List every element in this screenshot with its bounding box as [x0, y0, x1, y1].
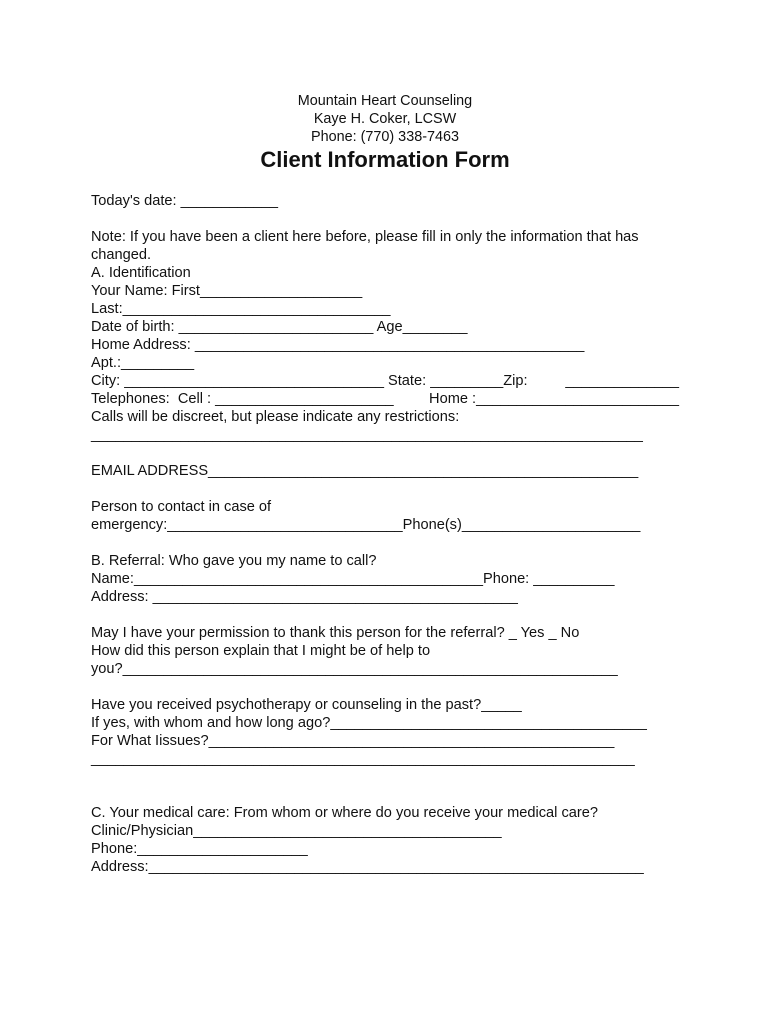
calls-discreet-label: Calls will be discreet, but please indicate any restrictions: — [91, 409, 460, 425]
with-whom-field[interactable]: If yes, with whom and how long ago?_______________________________________ — [91, 715, 647, 731]
form-title: Client Information Form — [260, 147, 510, 172]
explain-field[interactable]: you?_____________________________________________________________ — [91, 661, 618, 677]
section-c-heading: C. Your medical care: From whom or where do you receive your medical care? — [91, 805, 598, 821]
clinic-physician-field[interactable]: Clinic/Physician______________________________________ — [91, 823, 502, 839]
telephones-row — [91, 390, 679, 408]
home-phone-field[interactable]: Home :_________________________ — [429, 391, 679, 407]
issues-field[interactable]: For What Iissues?__________________________________________________ — [91, 733, 615, 749]
practice-phone: Phone: (770) 338-7463 — [310, 129, 460, 145]
psychotherapy-field[interactable]: Have you received psychotherapy or counseling in the past?_____ — [91, 697, 522, 713]
section-a-heading: A. Identification — [91, 265, 191, 281]
issues-blank-field[interactable]: ___________________________________________________________________ — [91, 751, 635, 767]
note-line-1: Note: If you have been a client here before, please fill in only the information that has — [91, 229, 639, 245]
form-body — [91, 192, 691, 876]
apt-field[interactable]: Apt.:_________ — [91, 355, 195, 371]
emergency-contact-field[interactable]: emergency:_____________________________Phone(s)______________________ — [91, 517, 641, 533]
cell-phone-field[interactable]: Telephones: Cell : ______________________ — [91, 391, 394, 407]
medical-phone-field[interactable]: Phone:_____________________ — [91, 841, 308, 857]
first-name-field[interactable]: Your Name: First____________________ — [91, 283, 363, 299]
referral-name-field[interactable]: Name:___________________________________________Phone: __________ — [91, 571, 615, 587]
city-state-field[interactable]: City: ________________________________ State: _________Zip: — [91, 373, 528, 389]
explain-label: How did this person explain that I might be of help to — [91, 643, 431, 659]
permission-question[interactable]: May I have your permission to thank this person for the referral? _ Yes _ No — [91, 625, 580, 641]
dob-age-field[interactable]: Date of birth: ________________________ Age________ — [91, 319, 468, 335]
email-field[interactable]: EMAIL ADDRESS_____________________________________________________ — [91, 463, 639, 479]
todays-date-field[interactable]: Today's date: ____________ — [91, 193, 278, 209]
home-address-field[interactable]: Home Address: ________________________________________________ — [91, 337, 585, 353]
section-b-heading: B. Referral: Who gave you my name to call? — [91, 553, 377, 569]
restrictions-field[interactable]: ____________________________________________________________________ — [91, 427, 643, 443]
note-line-2: changed. — [91, 247, 152, 263]
letterhead — [0, 92, 770, 146]
emergency-label: Person to contact in case of — [91, 499, 272, 515]
last-name-field[interactable]: Last:_________________________________ — [91, 301, 391, 317]
medical-address-field[interactable]: Address:_____________________________________________________________ — [91, 859, 644, 875]
practice-name: Mountain Heart Counseling — [297, 93, 473, 109]
city-state-zip-row — [91, 372, 679, 390]
referral-address-field[interactable]: Address: _____________________________________________ — [91, 589, 518, 605]
clinician-name: Kaye H. Coker, LCSW — [313, 111, 457, 127]
zip-field[interactable]: ______________ — [565, 373, 679, 389]
